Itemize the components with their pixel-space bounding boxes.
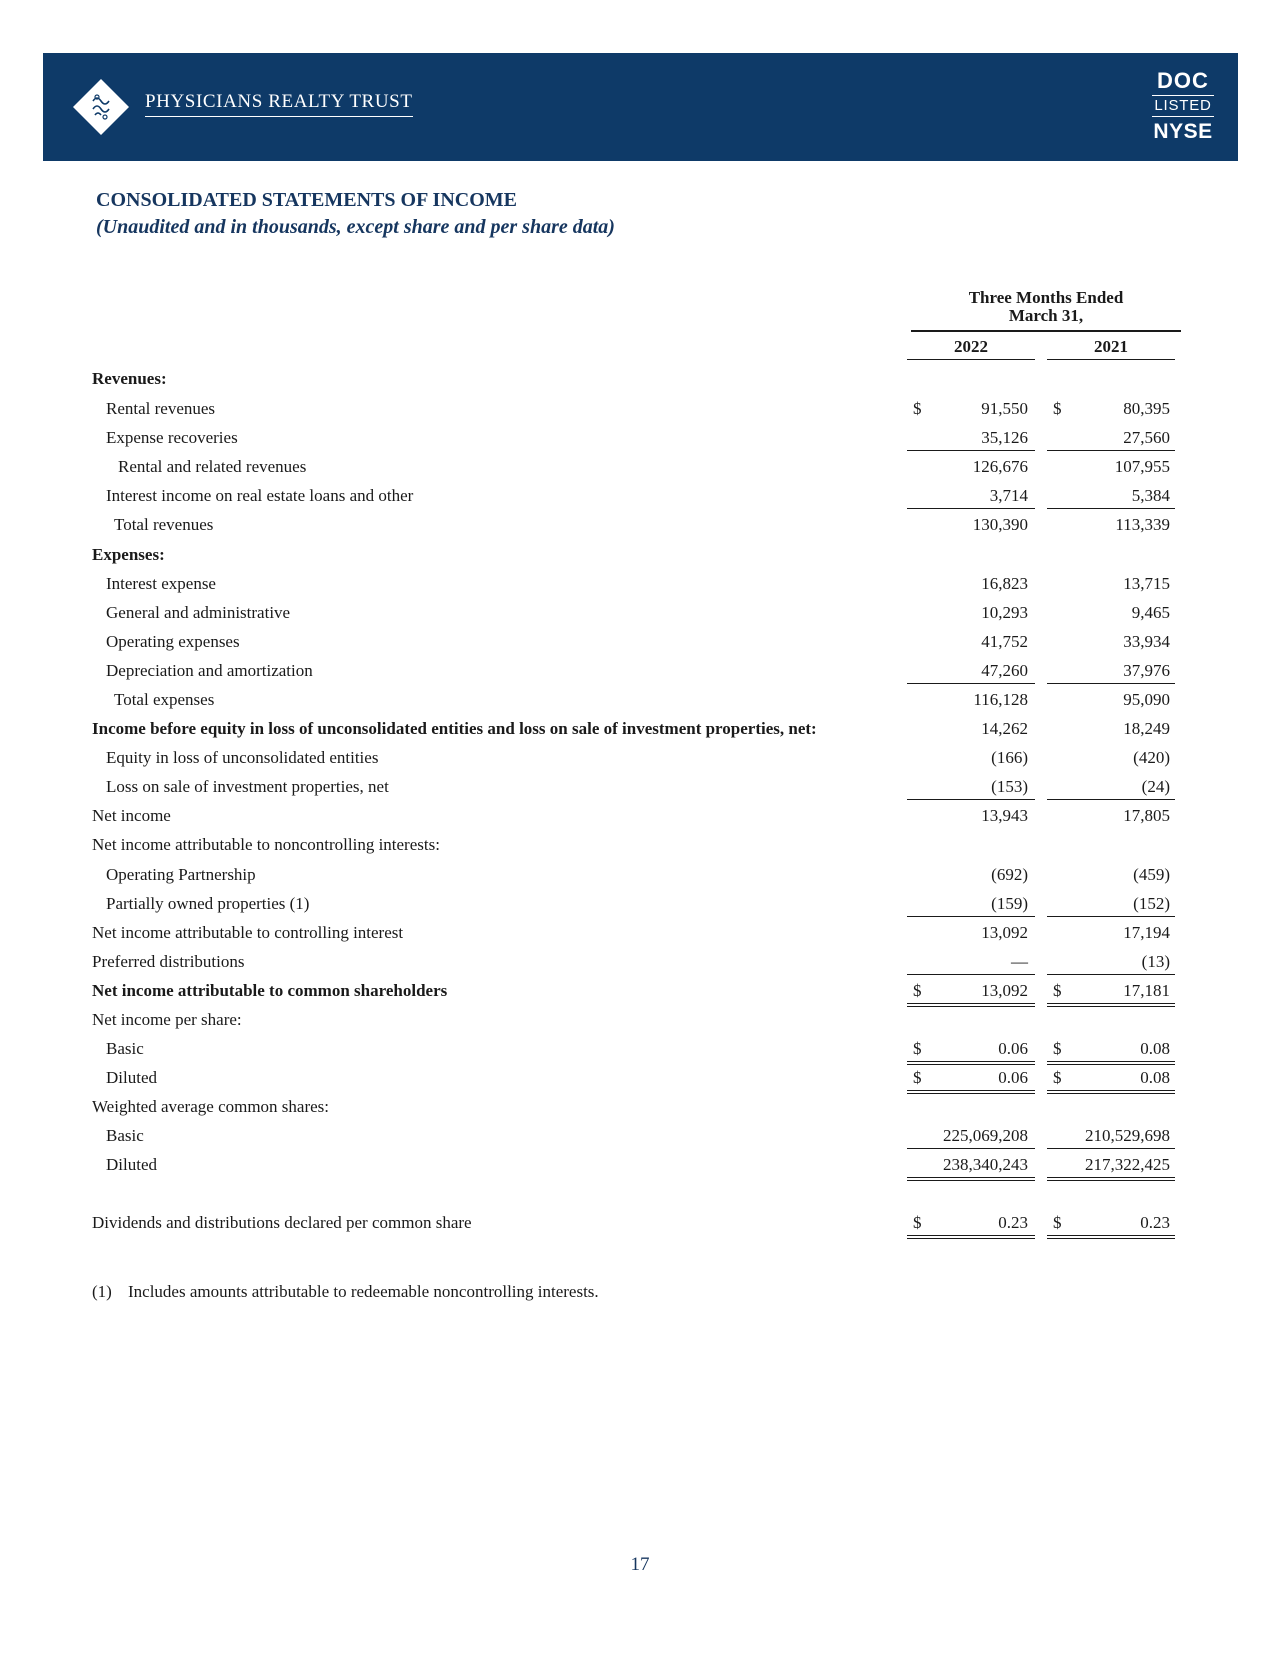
table-row	[0, 1150, 1280, 1179]
period-header-line2: March 31,	[1008, 306, 1084, 325]
value-2022: 130,390	[972, 515, 1028, 534]
table-row	[0, 947, 1280, 976]
value-2021: 210,529,698	[1085, 1126, 1170, 1145]
value-2022: 10,293	[981, 603, 1028, 622]
table-row	[0, 1092, 1280, 1121]
row-label: Basic	[106, 1126, 144, 1145]
table-row	[0, 1208, 1280, 1237]
single-underline	[907, 450, 1035, 451]
row-label: Operating expenses	[106, 632, 240, 651]
row-label: Basic	[106, 1039, 144, 1058]
row-label: Loss on sale of investment properties, net	[106, 777, 389, 796]
value-2021: 17,805	[1123, 806, 1170, 825]
double-underline	[1047, 1177, 1175, 1181]
row-label: Dividends and distributions declared per common share	[92, 1213, 472, 1232]
table-row	[0, 481, 1280, 510]
value-2022: 13,092	[981, 981, 1028, 1000]
table-row	[0, 364, 1280, 393]
company-name: PHYSICIANS REALTY TRUST	[145, 91, 413, 117]
table-row	[0, 743, 1280, 772]
table-row	[0, 830, 1280, 859]
table-row	[0, 889, 1280, 918]
value-2022: (159)	[991, 894, 1028, 913]
table-row	[0, 627, 1280, 656]
value-2022: 116,128	[973, 690, 1028, 709]
currency-symbol-2021: $	[1053, 1039, 1062, 1058]
table-row	[0, 656, 1280, 685]
value-2021: 33,934	[1123, 632, 1170, 651]
single-underline	[907, 916, 1035, 917]
value-2021: 0.08	[1140, 1068, 1170, 1087]
table-row	[0, 1034, 1280, 1063]
table-row	[0, 714, 1280, 743]
row-label: Revenues:	[92, 369, 167, 388]
table-row	[0, 801, 1280, 830]
value-2021: (24)	[1141, 777, 1170, 796]
row-label: Diluted	[106, 1068, 157, 1087]
double-underline	[907, 1177, 1035, 1181]
row-label: Preferred distributions	[92, 952, 245, 971]
row-label: Expenses:	[92, 545, 165, 564]
value-2022: 16,823	[981, 574, 1028, 593]
currency-symbol-2022: $	[913, 1213, 922, 1232]
single-underline	[1047, 508, 1175, 509]
table-row	[0, 976, 1280, 1005]
single-underline	[1047, 450, 1175, 451]
value-2022: 126,676	[972, 457, 1028, 476]
single-underline	[1047, 683, 1175, 684]
single-underline	[907, 799, 1035, 800]
value-2022: 41,752	[981, 632, 1028, 651]
single-underline	[1047, 916, 1175, 917]
value-2022: (166)	[991, 748, 1028, 767]
single-underline	[1047, 799, 1175, 800]
value-2022: 47,260	[981, 661, 1028, 680]
value-2022: 0.06	[998, 1039, 1028, 1058]
value-2022: 91,550	[981, 399, 1028, 418]
row-label: Net income attributable to controlling interest	[92, 923, 404, 942]
value-2022: 238,340,243	[943, 1155, 1028, 1174]
value-2021: 95,090	[1123, 690, 1170, 709]
row-label: Operating Partnership	[106, 865, 256, 884]
table-row	[0, 1005, 1280, 1034]
value-2021: 17,181	[1123, 981, 1170, 1000]
currency-symbol-2022: $	[913, 399, 922, 418]
value-2022: —	[1011, 952, 1028, 971]
double-underline	[907, 1235, 1035, 1239]
table-row	[0, 772, 1280, 801]
row-label: Total revenues	[114, 515, 214, 534]
single-underline	[1047, 974, 1175, 975]
ticker-badge	[1152, 67, 1214, 147]
row-label: Diluted	[106, 1155, 157, 1174]
column-header-rule-2021	[1047, 359, 1175, 360]
footnote	[92, 1282, 599, 1302]
period-header	[911, 289, 1181, 325]
value-2022: 0.23	[998, 1213, 1028, 1232]
row-label: Expense recoveries	[106, 428, 238, 447]
value-2021: (459)	[1133, 865, 1170, 884]
table-row	[0, 423, 1280, 452]
value-2021: 9,465	[1131, 603, 1170, 622]
period-header-rule	[911, 330, 1181, 332]
currency-symbol-2021: $	[1053, 1213, 1062, 1232]
currency-symbol-2021: $	[1053, 981, 1062, 1000]
column-header-2022: 2022	[954, 337, 988, 356]
row-label: Depreciation and amortization	[106, 661, 313, 680]
value-2022: 35,126	[981, 428, 1028, 447]
column-header-2021: 2021	[1094, 337, 1128, 356]
value-2021: 80,395	[1123, 399, 1170, 418]
row-label: Net income per share:	[92, 1010, 242, 1029]
single-underline	[907, 974, 1035, 975]
currency-symbol-2022: $	[913, 1068, 922, 1087]
statement-subtitle: (Unaudited and in thousands, except share and per share data)	[96, 216, 615, 238]
single-underline	[907, 683, 1035, 684]
table-row	[0, 569, 1280, 598]
row-label: Equity in loss of unconsolidated entities	[106, 748, 379, 767]
value-2022: 13,092	[981, 923, 1028, 942]
value-2021: (420)	[1133, 748, 1170, 767]
value-2021: 5,384	[1131, 486, 1170, 505]
table-row	[0, 1121, 1280, 1150]
value-2021: 13,715	[1123, 574, 1170, 593]
table-row	[0, 598, 1280, 627]
page-number: 17	[630, 1554, 650, 1575]
value-2021: (152)	[1133, 894, 1170, 913]
row-label: Total expenses	[114, 690, 215, 709]
row-label: Rental and related revenues	[118, 457, 307, 476]
row-label: Partially owned properties (1)	[106, 894, 310, 913]
single-underline	[907, 508, 1035, 509]
exchange-name: NYSE	[1153, 120, 1213, 143]
value-2021: 27,560	[1123, 428, 1170, 447]
value-2022: (692)	[991, 865, 1028, 884]
row-label: Weighted average common shares:	[92, 1097, 330, 1116]
statement-title: CONSOLIDATED STATEMENTS OF INCOME	[96, 189, 517, 211]
single-underline	[1047, 1148, 1175, 1149]
currency-symbol-2021: $	[1053, 399, 1062, 418]
value-2022: 13,943	[981, 806, 1028, 825]
value-2022: 225,069,208	[943, 1126, 1028, 1145]
value-2021: 0.08	[1140, 1039, 1170, 1058]
value-2021: 37,976	[1123, 661, 1170, 680]
table-row	[0, 452, 1280, 481]
value-2021: 107,955	[1114, 457, 1170, 476]
value-2021: 217,322,425	[1085, 1155, 1170, 1174]
table-row	[0, 685, 1280, 714]
value-2021: 17,194	[1123, 923, 1170, 942]
table-row	[0, 540, 1280, 569]
table-row	[0, 860, 1280, 889]
row-label: General and administrative	[106, 603, 291, 622]
row-label: Net income	[92, 806, 171, 825]
value-2022: 0.06	[998, 1068, 1028, 1087]
table-row	[0, 394, 1280, 423]
currency-symbol-2022: $	[913, 1039, 922, 1058]
single-underline	[907, 1148, 1035, 1149]
table-row	[0, 510, 1280, 539]
column-header-rule-2022	[907, 359, 1035, 360]
row-label: Interest income on real estate loans and other	[106, 486, 414, 505]
row-label: Income before equity in loss of unconsolidated entities and loss on sale of investment properties, net:	[92, 719, 817, 738]
value-2021: 113,339	[1115, 515, 1170, 534]
value-2021: 0.23	[1140, 1213, 1170, 1232]
value-2021: (13)	[1141, 952, 1170, 971]
header-banner	[43, 53, 1238, 161]
currency-symbol-2022: $	[913, 981, 922, 1000]
row-label: Net income attributable to common shareholders	[92, 981, 448, 1000]
value-2022: (153)	[991, 777, 1028, 796]
double-underline	[1047, 1235, 1175, 1239]
value-2021: 18,249	[1123, 719, 1170, 738]
table-row	[0, 918, 1280, 947]
footnote-number: (1)	[92, 1282, 112, 1301]
value-2022: 14,262	[981, 719, 1028, 738]
listed-label: LISTED	[1152, 95, 1214, 117]
period-header-line1: Three Months Ended	[968, 288, 1124, 307]
row-label: Net income attributable to noncontrolling interests:	[92, 835, 440, 854]
footnote-text: Includes amounts attributable to redeemable noncontrolling interests.	[128, 1282, 599, 1301]
table-row	[0, 1063, 1280, 1092]
currency-symbol-2021: $	[1053, 1068, 1062, 1087]
company-logo-icon	[73, 79, 129, 135]
row-label: Rental revenues	[106, 399, 216, 418]
value-2022: 3,714	[989, 486, 1028, 505]
ticker-symbol: DOC	[1157, 68, 1209, 93]
row-label: Interest expense	[106, 574, 216, 593]
